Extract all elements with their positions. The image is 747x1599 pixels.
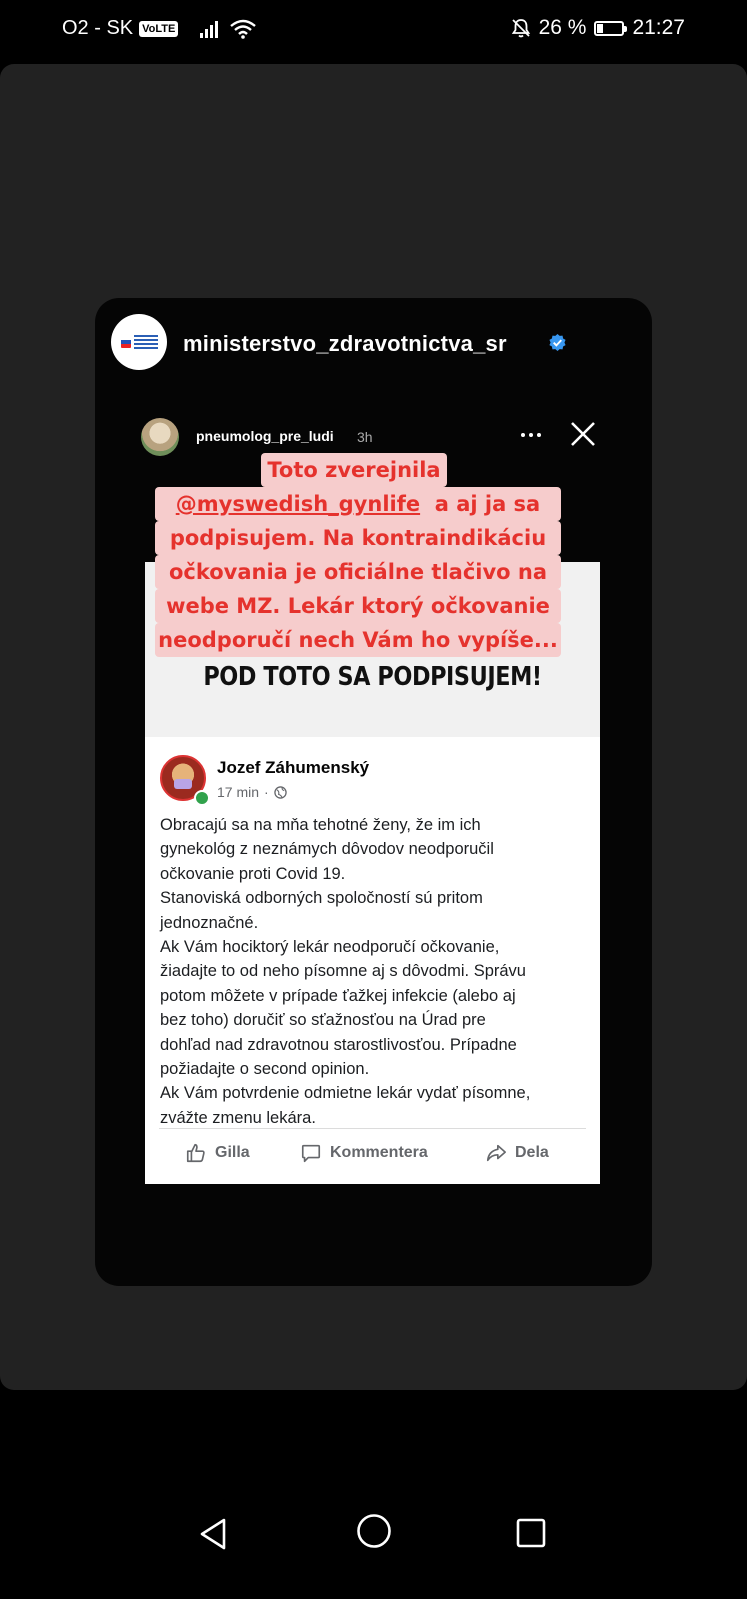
- post-top-area: [145, 562, 600, 737]
- comment-icon: [300, 1142, 322, 1164]
- globe-icon: [274, 786, 287, 799]
- owner-username[interactable]: ministerstvo_zdravotnictva_sr: [183, 331, 507, 356]
- repost-time: 3h: [357, 429, 373, 445]
- overlay-line-5: webe MZ. Lekár ktorý očkovanie: [155, 589, 561, 623]
- fb-post-time: 17 min ·: [217, 784, 287, 800]
- fb-divider: [159, 1128, 586, 1129]
- status-bar: [0, 0, 747, 60]
- shared-post-image: [145, 562, 600, 1184]
- share-icon: [485, 1142, 507, 1164]
- fb-text-line: Ak Vám hociktorý lekár neodporučí očkovanie,: [160, 938, 500, 957]
- fb-author-name: Jozef Záhumenský: [217, 758, 370, 777]
- status-right: [511, 16, 685, 40]
- story-card[interactable]: [95, 298, 652, 1286]
- fb-text-line: Ak Vám potvrdenie odmietne lekár vydať písomne,: [160, 1084, 531, 1103]
- volte-badge: VoLTE: [139, 21, 178, 37]
- fb-share-action: [485, 1142, 549, 1164]
- back-icon[interactable]: [198, 1517, 228, 1551]
- battery-percent: 26 %: [538, 16, 587, 39]
- online-status-dot: [194, 790, 210, 806]
- fb-post-text: [160, 813, 590, 1130]
- repost-username[interactable]: pneumolog_pre_ludi: [196, 428, 334, 444]
- verified-badge-icon: [548, 333, 567, 352]
- fb-text-line: požiadajte o second opinion.: [160, 1060, 370, 1079]
- fb-share-label: Dela: [515, 1144, 549, 1161]
- android-nav-bar: [0, 1390, 747, 1599]
- fb-text-line: žiadajte to od neho písomne aj s dôvodmi. Správu: [160, 962, 526, 981]
- repost-avatar[interactable]: [141, 418, 179, 456]
- story-viewer[interactable]: [0, 64, 747, 1390]
- owner-avatar[interactable]: [111, 314, 167, 370]
- status-left: [62, 17, 256, 40]
- battery-fill: [597, 24, 603, 33]
- overlay-line-3: podpisujem. Na kontraindikáciu: [155, 521, 561, 555]
- fb-text-line: jednoznačné.: [160, 913, 259, 932]
- close-icon[interactable]: [569, 420, 597, 448]
- sign-header-text: POD TOTO SA PODPISUJEM!: [203, 662, 542, 692]
- ministry-logo-icon: [121, 333, 158, 351]
- fb-text-line: dohľad nad zdravotnou starostlivosťou. Prípadne: [160, 1035, 517, 1054]
- battery-icon: [594, 21, 624, 36]
- fb-text-line: potom môžete v prípade ťažkej infekcie (alebo aj: [160, 986, 516, 1005]
- wifi-icon: [230, 19, 256, 39]
- fb-text-line: Obracajú sa na mňa tehotné ženy, že im ich: [160, 816, 481, 834]
- fb-text-line: bez toho) doručiť so sťažnosťou na Úrad pre: [160, 1011, 486, 1030]
- fb-text-line: gynekológ z neznámych dôvodov neodporučil: [160, 840, 494, 859]
- carrier-label: O2 - SK: [62, 17, 134, 39]
- overlay-mention: @myswedish_gynlife: [175, 492, 421, 516]
- recent-apps-icon[interactable]: [516, 1518, 546, 1548]
- fb-comment-action: [300, 1142, 428, 1164]
- more-options-icon[interactable]: [521, 431, 543, 439]
- fb-action-bar: [145, 1142, 600, 1172]
- clock: 21:27: [632, 16, 685, 39]
- overlay-line-4: očkovania je oficiálne tlačivo na: [155, 555, 561, 589]
- fb-text-line: Stanoviská odborných spoločností sú pritom: [160, 889, 483, 908]
- fb-text-line: zvážte zmenu lekára.: [160, 1108, 316, 1127]
- fb-like-label: Gilla: [215, 1144, 250, 1161]
- overlay-line-2: @myswedish_gynlife a aj ja sa: [155, 487, 561, 521]
- thumbs-up-icon: [185, 1142, 207, 1164]
- fb-comment-label: Kommentera: [330, 1144, 428, 1161]
- fb-time-label: 17 min: [217, 784, 260, 800]
- overlay-line-1: Toto zverejnila: [261, 453, 447, 487]
- fb-like-action: [185, 1142, 250, 1164]
- signal-icon: [200, 20, 218, 38]
- home-icon[interactable]: [356, 1513, 392, 1549]
- fb-text-line: očkovanie proti Covid 19.: [160, 864, 346, 883]
- overlay-line-6: neodporučí nech Vám ho vypíše...: [155, 623, 561, 657]
- bell-off-icon: [511, 18, 531, 38]
